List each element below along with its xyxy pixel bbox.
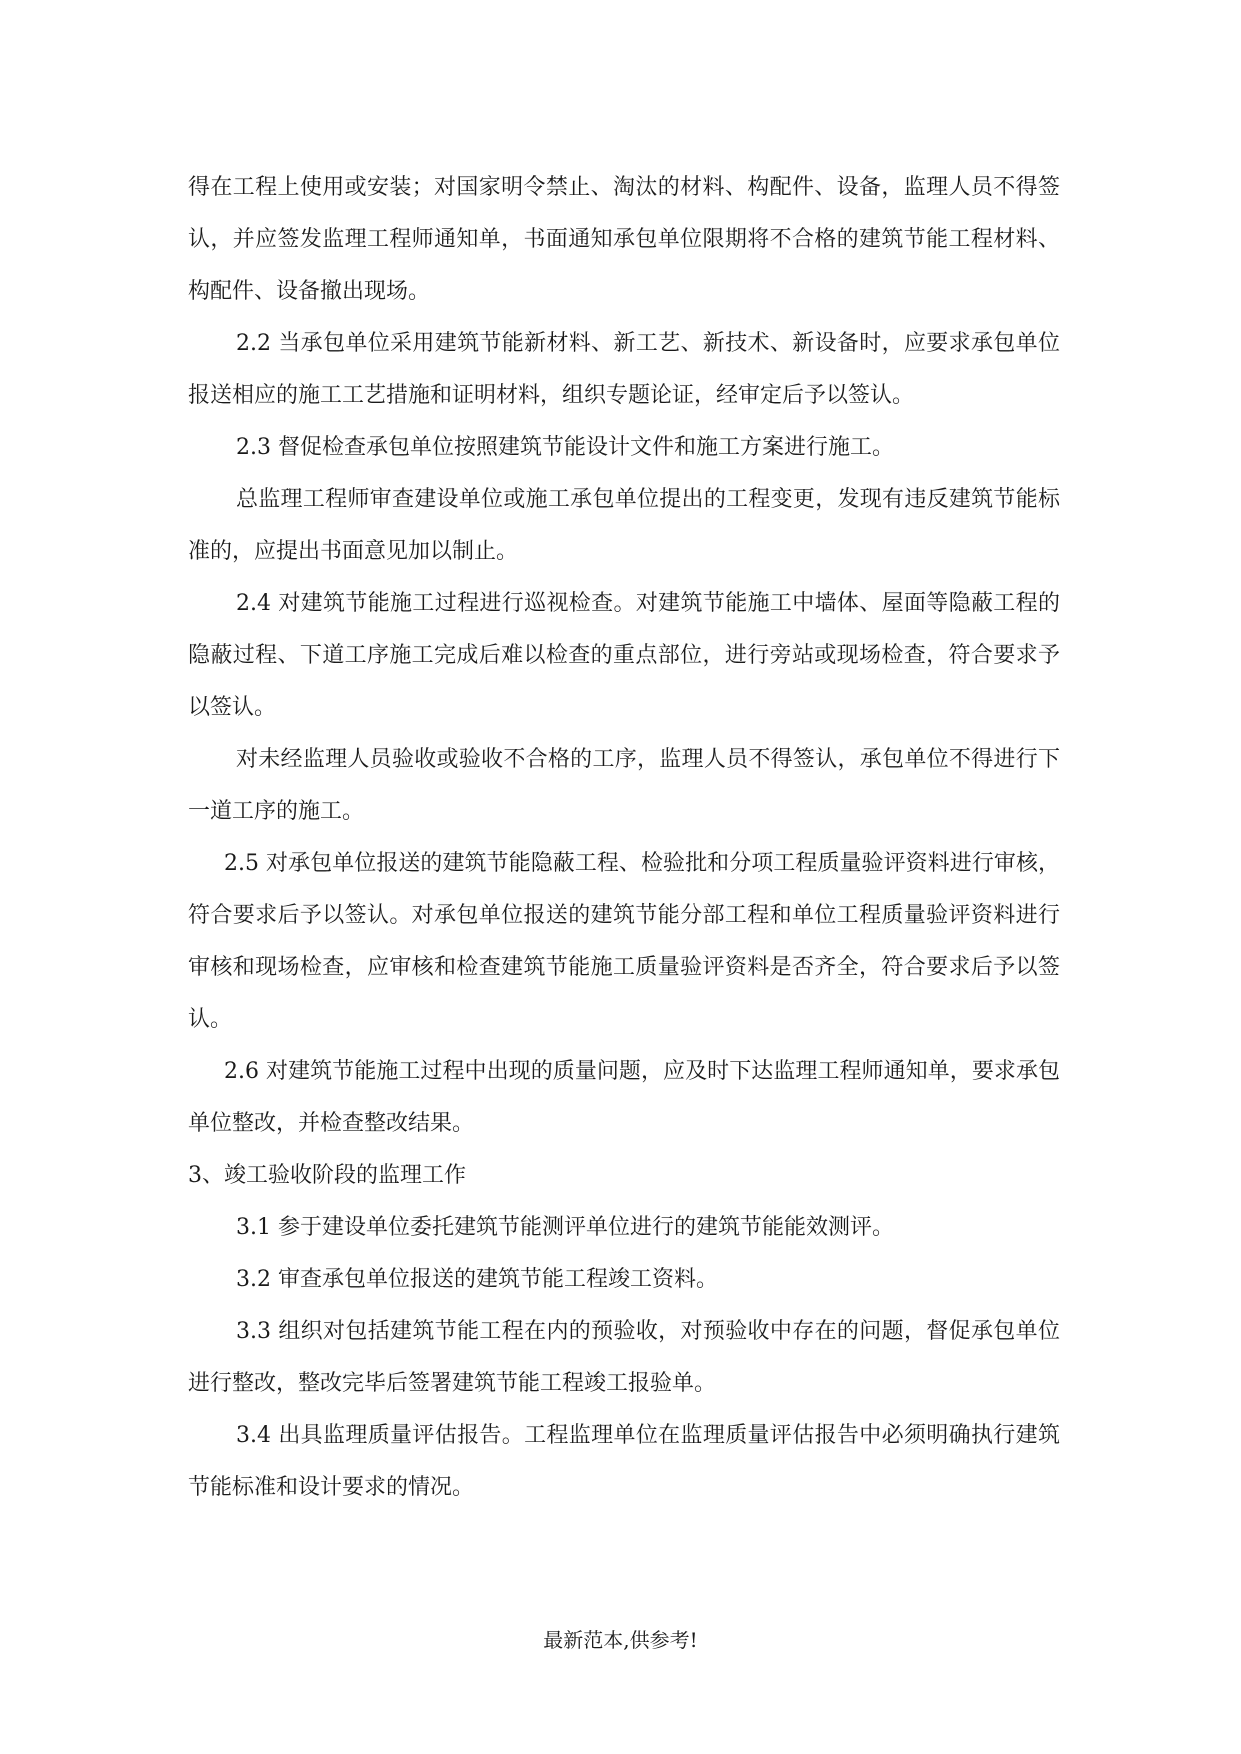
section-heading-3: 3、竣工验收阶段的监理工作 — [188, 1163, 466, 1188]
document-body — [188, 162, 1060, 1514]
paragraph-unaccepted-process: 对未经监理人员验收或验收不合格的工序，监理人员不得签认，承包单位不得进行下一道工序的施工。 — [188, 747, 1060, 824]
paragraph-3-4: 3.4 出具监理质量评估报告。工程监理单位在监理质量评估报告中必须明确执行建筑节能标准和设计要求的情况。 — [188, 1423, 1060, 1500]
paragraph-change-review: 总监理工程师审查建设单位或施工承包单位提出的工程变更，发现有违反建筑节能标准的，应提出书面意见加以制止。 — [188, 487, 1060, 564]
paragraph-3-2: 3.2 审查承包单位报送的建筑节能工程竣工资料。 — [236, 1267, 718, 1292]
paragraph-2-6: 2.6 对建筑节能施工过程中出现的质量问题，应及时下达监理工程师通知单，要求承包单位整改，并检查整改结果。 — [188, 1059, 1060, 1136]
paragraph-continuation: 得在工程上使用或安装；对国家明令禁止、淘汰的材料、构配件、设备，监理人员不得签认，并应签发监理工程师通知单，书面通知承包单位限期将不合格的建筑节能工程材料、构配件、设备撤出现场。 — [188, 175, 1060, 304]
paragraph-2-4: 2.4 对建筑节能施工过程进行巡视检查。对建筑节能施工中墙体、屋面等隐蔽工程的隐蔽过程、下道工序施工完成后难以检查的重点部位，进行旁站或现场检查，符合要求予以签认。 — [188, 591, 1060, 720]
paragraph-3-1: 3.1 参于建设单位委托建筑节能测评单位进行的建筑节能能效测评。 — [236, 1215, 894, 1240]
paragraph-2-5: 2.5 对承包单位报送的建筑节能隐蔽工程、检验批和分项工程质量验评资料进行审核，符合要求后予以签认。对承包单位报送的建筑节能分部工程和单位工程质量验评资料进行审核和现场检查，应审核和检查建筑节能施工质量验评资料是否齐全，符合要求后予以签认。 — [188, 851, 1060, 1032]
paragraph-3-3: 3.3 组织对包括建筑节能工程在内的预验收，对预验收中存在的问题，督促承包单位进行整改，整改完毕后签署建筑节能工程竣工报验单。 — [188, 1319, 1060, 1396]
page-footer: 最新范本,供参考! — [543, 1628, 698, 1652]
paragraph-2-3: 2.3 督促检查承包单位按照建筑节能设计文件和施工方案进行施工。 — [236, 435, 894, 460]
paragraph-2-2: 2.2 当承包单位采用建筑节能新材料、新工艺、新技术、新设备时，应要求承包单位报送相应的施工工艺措施和证明材料，组织专题论证，经审定后予以签认。 — [188, 331, 1060, 408]
